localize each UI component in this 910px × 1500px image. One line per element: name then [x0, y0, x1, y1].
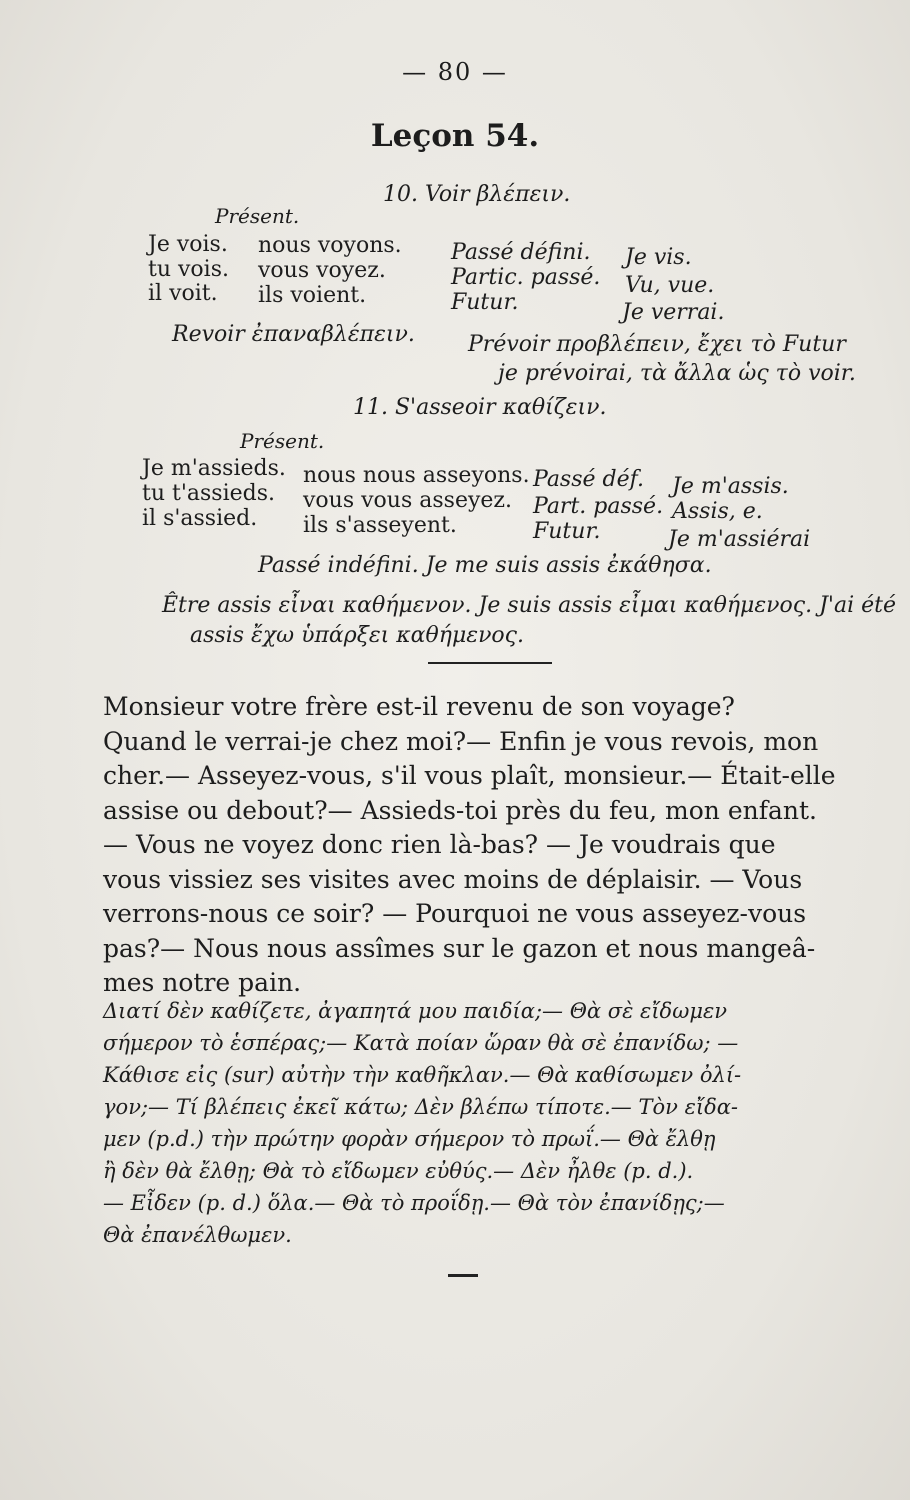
exercise-line: μεν (p.d.) τὴν πρώτην φορὰν σήμερον τὸ πρωΐ.— Θὰ ἔλθῃ — [103, 1127, 716, 1151]
exercise-line: Θὰ ἐπανέλθωμεν. — [103, 1223, 292, 1247]
tense-label: Passé défini. — [451, 240, 591, 265]
prevoir-note-line-2: je prévoirai, τὰ ἄλλα ὡς τὸ voir. — [498, 361, 856, 386]
tense-value: Assis, e. — [672, 499, 763, 524]
exercise-line: assise ou debout?— Assieds-toi près du feu, mon enfant. — [103, 795, 817, 825]
section-10-title: 10. Voir βλέπειν. — [383, 182, 571, 207]
exercise-line: — Εἶδεν (p. d.) ὅλα.— Θὰ τὸ προΐδῃ.— Θὰ τὸν ἐπανίδῃς;— — [103, 1191, 725, 1215]
present-form: nous voyons. — [258, 233, 402, 258]
tense-label: Passé déf. — [533, 467, 644, 492]
present-form: il voit. — [148, 281, 218, 306]
exercise-line: — Vous ne voyez donc rien là-bas? — Je voudrais que — [103, 830, 776, 859]
present-form: il s'assied. — [142, 506, 258, 531]
present-form: ils voient. — [258, 283, 367, 308]
etre-assis-note-line-2: assis ἔχω ὑπάρξει καθήμενος. — [190, 623, 524, 648]
present-form: Je m'assieds. — [142, 456, 286, 481]
prevoir-note-line-1: Prévoir προβλέπειν, ἔχει τὸ Futur — [468, 332, 846, 357]
tense-value: Je verrai. — [622, 300, 725, 325]
lesson-title: Leçon 54. — [370, 118, 540, 154]
exercise-line: mes notre pain. — [103, 968, 302, 997]
exercise-line: cher.— Asseyez-vous, s'il vous plaît, monsieur.— Était-elle — [103, 761, 836, 790]
tense-value: Vu, vue. — [625, 273, 715, 298]
tense-label: Partic. passé. — [451, 265, 601, 290]
section-11-title: 11. S'asseoir καθίζειν. — [353, 395, 607, 420]
exercise-line: γον;— Τί βλέπεις ἐκεῖ κάτω; Δὲν βλέπω τίποτε.— Τὸν εἴδα- — [103, 1095, 738, 1119]
present-form: vous vous asseyez. — [303, 488, 512, 513]
present-form: tu t'assieds. — [142, 481, 276, 506]
exercise-line: Κάθισε εἰς (sur) αὐτὴν τὴν καθῆκλαν.— Θὰ καθίσωμεν ὀλί- — [103, 1063, 742, 1087]
exercise-line: Monsieur votre frère est-il revenu de son voyage? — [103, 692, 735, 721]
tense-value: Je m'assis. — [672, 474, 789, 499]
page-number: — 80 — — [402, 58, 508, 86]
exercise-line: verrons-nous ce soir? — Pourquoi ne vous asseyez-vous — [103, 899, 807, 928]
present-form: tu vois. — [148, 257, 229, 282]
tense-label: Futur. — [533, 519, 601, 544]
present-form: vous voyez. — [258, 258, 386, 283]
section-divider — [428, 662, 552, 664]
exercise-line: vous vissiez ses visites avec moins de déplaisir. — Vous — [103, 864, 803, 894]
section-11-present-label: Présent. — [240, 429, 325, 453]
french-exercise — [103, 690, 848, 1001]
present-form: Je vois. — [148, 232, 228, 257]
passe-indefini-note: Passé indéfini. Je me suis assis ἐκάθησα. — [258, 553, 712, 578]
exercise-line: ἢ δὲν θὰ ἔλθῃ; Θὰ τὸ εἴδωμεν εὐθύς.— Δὲν ἦλθε (p. d.). — [103, 1159, 694, 1183]
section-10-present-label: Présent. — [215, 204, 300, 228]
revoir-note: Revoir ἐπαναβλέπειν. — [172, 322, 415, 347]
tense-value: Je vis. — [625, 245, 692, 270]
tense-label: Futur. — [451, 290, 519, 315]
greek-exercise — [103, 995, 848, 1251]
exercise-line: Διατί δὲν καθίζετε, ἀγαπητά μου παιδία;— Θὰ σὲ εἴδωμεν — [103, 999, 728, 1023]
exercise-line: σήμερον τὸ ἑσπέρας;— Κατὰ ποίαν ὥραν θὰ σὲ ἐπανίδω; — — [103, 1031, 739, 1055]
exercise-line: Quand le verrai-je chez moi?— Enfin je vous revois, mon — [103, 726, 819, 756]
etre-assis-note-line-1: Être assis εἶναι καθήμενον. Je suis assis εἶμαι καθήμενος. J'ai été — [162, 593, 896, 618]
tense-label: Part. passé. — [533, 494, 664, 519]
end-dash — [448, 1274, 478, 1277]
tense-value: Je m'assiérai — [668, 527, 811, 552]
present-form: nous nous asseyons. — [303, 463, 530, 488]
exercise-line: pas?— Nous nous assîmes sur le gazon et nous mangeâ- — [103, 933, 816, 963]
present-form: ils s'asseyent. — [303, 513, 457, 538]
